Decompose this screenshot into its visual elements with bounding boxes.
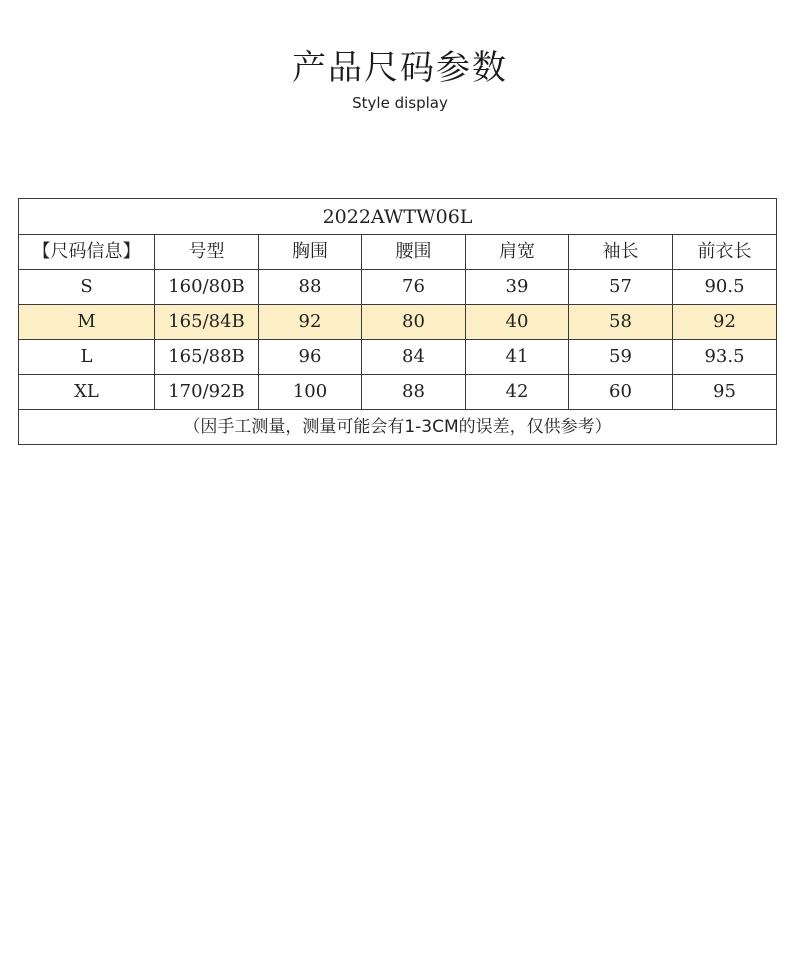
sleeve-cell: 59 <box>569 340 673 375</box>
shoulder-cell: 42 <box>466 375 569 410</box>
size-cell: S <box>19 270 155 305</box>
sleeve-cell: 58 <box>569 305 673 340</box>
waist-cell: 84 <box>362 340 466 375</box>
front-length-cell: 93.5 <box>673 340 777 375</box>
header-front-length: 前衣长 <box>673 235 777 270</box>
front-length-cell: 92 <box>673 305 777 340</box>
header-row <box>19 235 777 270</box>
bust-cell: 96 <box>259 340 362 375</box>
header-waist: 腰围 <box>362 235 466 270</box>
shoulder-cell: 40 <box>466 305 569 340</box>
measurement-note: （因手工测量，测量可能会有1-3CM的误差，仅供参考） <box>19 410 777 445</box>
sleeve-cell: 57 <box>569 270 673 305</box>
front-length-cell: 90.5 <box>673 270 777 305</box>
note-row <box>19 410 777 445</box>
sleeve-cell: 60 <box>569 375 673 410</box>
bust-cell: 88 <box>259 270 362 305</box>
size-cell: L <box>19 340 155 375</box>
front-length-cell: 95 <box>673 375 777 410</box>
header-fit-code: 号型 <box>155 235 259 270</box>
fit-code-cell: 165/88B <box>155 340 259 375</box>
header-size-info: 【尺码信息】 <box>19 235 155 270</box>
table-row <box>19 270 777 305</box>
header-sleeve: 袖长 <box>569 235 673 270</box>
table-row-highlighted <box>19 305 777 340</box>
header-bust: 胸围 <box>259 235 362 270</box>
fit-code-cell: 165/84B <box>155 305 259 340</box>
page-title: 产品尺码参数 <box>292 48 508 88</box>
table-row <box>19 340 777 375</box>
fit-code-cell: 160/80B <box>155 270 259 305</box>
waist-cell: 76 <box>362 270 466 305</box>
shoulder-cell: 39 <box>466 270 569 305</box>
shoulder-cell: 41 <box>466 340 569 375</box>
size-cell: M <box>19 305 155 340</box>
bust-cell: 92 <box>259 305 362 340</box>
waist-cell: 88 <box>362 375 466 410</box>
size-chart-table <box>18 198 777 445</box>
size-cell: XL <box>19 375 155 410</box>
page-subtitle: Style display <box>352 94 448 112</box>
header-shoulder: 肩宽 <box>466 235 569 270</box>
table-row <box>19 375 777 410</box>
model-code: 2022AWTW06L <box>19 199 777 235</box>
model-row <box>19 199 777 235</box>
waist-cell: 80 <box>362 305 466 340</box>
fit-code-cell: 170/92B <box>155 375 259 410</box>
bust-cell: 100 <box>259 375 362 410</box>
